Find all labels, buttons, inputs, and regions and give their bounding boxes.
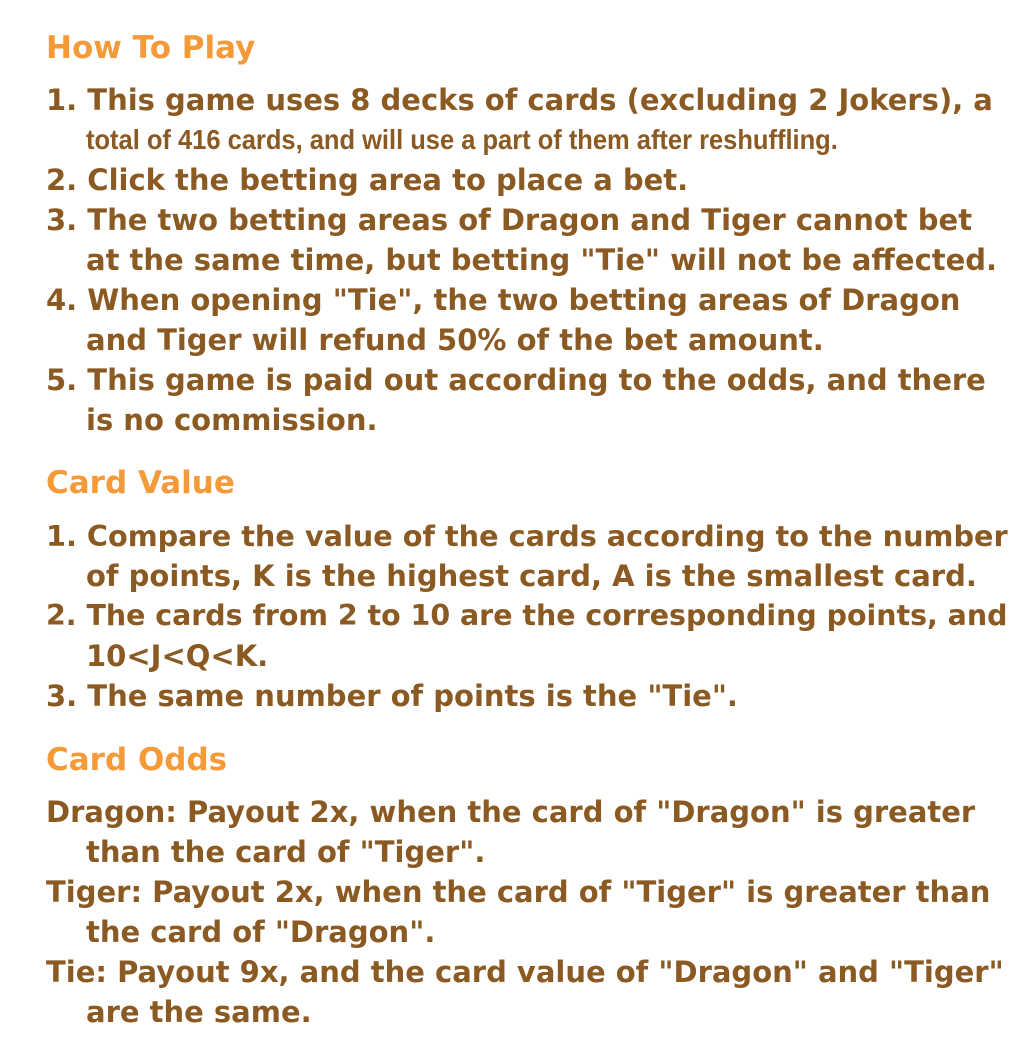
how-to-play-heading: How To Play bbox=[46, 30, 256, 66]
card-odds-tie-line-1: Tie: Payout 9x, and the card value of "Dragon" and "Tiger" bbox=[46, 955, 1004, 989]
card-odds-dragon-line-1: Dragon: Payout 2x, when the card of "Dragon" is greater bbox=[46, 795, 976, 829]
card-value-rule-3: 3. The same number of points is the "Tie". bbox=[46, 679, 738, 713]
how-to-play-rule-2: 2. Click the betting area to place a bet. bbox=[46, 163, 689, 197]
card-odds-tiger-line-1: Tiger: Payout 2x, when the card of "Tiger" is greater than bbox=[46, 875, 991, 909]
card-odds-dragon-line-2: than the card of "Tiger". bbox=[86, 835, 486, 869]
card-value-rule-2-line-1: 2. The cards from 2 to 10 are the corresponding points, and bbox=[46, 599, 1008, 632]
how-to-play-rule-3-line-2: at the same time, but betting "Tie" will not be affected. bbox=[86, 243, 998, 277]
how-to-play-rule-5-line-1: 5. This game is paid out according to the odds, and there bbox=[46, 363, 986, 397]
card-value-rule-1-line-2: of points, K is the highest card, A is the smallest card. bbox=[86, 559, 977, 593]
how-to-play-rule-4-line-2: and Tiger will refund 50% of the bet amount. bbox=[86, 323, 824, 357]
card-odds-tie-line-2: are the same. bbox=[86, 995, 312, 1029]
how-to-play-rule-5-line-2: is no commission. bbox=[86, 403, 378, 437]
how-to-play-rule-4-line-1: 4. When opening "Tie", the two betting areas of Dragon bbox=[46, 283, 961, 317]
card-value-rule-1-line-1: 1. Compare the value of the cards according to the number bbox=[46, 519, 1008, 553]
card-value-rule-2-line-2: 10<J<Q<K. bbox=[86, 639, 269, 673]
how-to-play-rule-1-line-1: 1. This game uses 8 decks of cards (excluding 2 Jokers), a bbox=[46, 83, 993, 117]
card-odds-tiger-line-2: the card of "Dragon". bbox=[86, 915, 436, 949]
card-value-heading: Card Value bbox=[46, 465, 235, 501]
how-to-play-rule-3-line-1: 3. The two betting areas of Dragon and Tiger cannot bet bbox=[46, 203, 973, 237]
card-odds-heading: Card Odds bbox=[46, 742, 228, 778]
how-to-play-rule-1-line-2: total of 416 cards, and will use a part of them after reshuffling. bbox=[86, 124, 838, 155]
